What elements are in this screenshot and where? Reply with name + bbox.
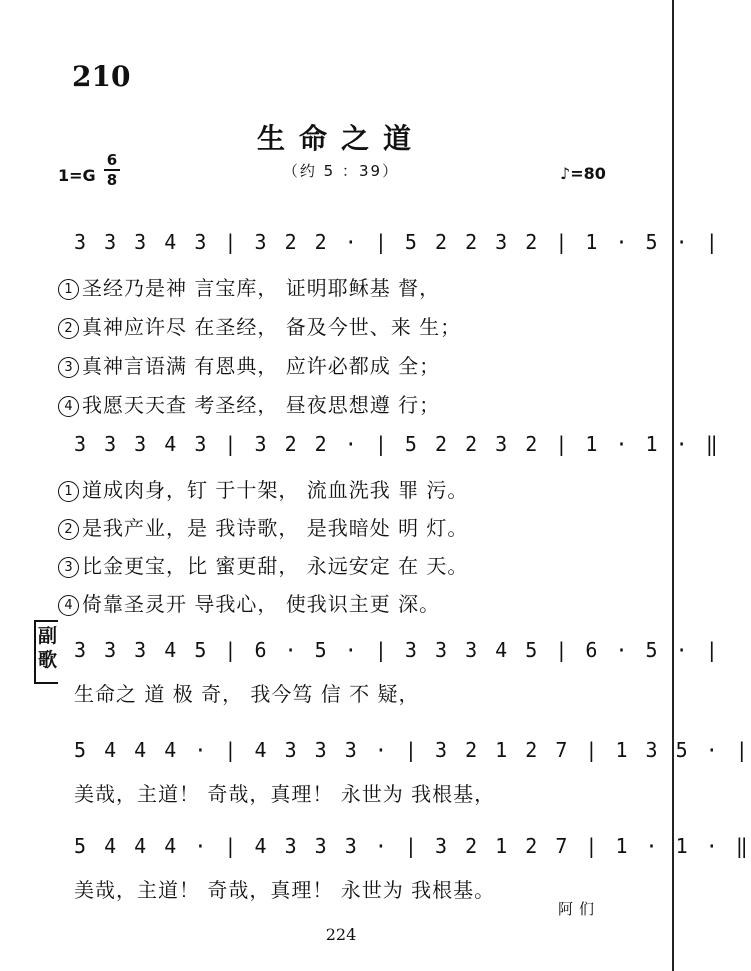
lyric-text: 真神应许尽 在圣经， 备及今世、来 生；: [82, 315, 462, 339]
notation-line-1: 3 3 3 4 3 | 3 2 2 · | 5 2 2 3 2 | 1 · 5 · |: [74, 230, 721, 254]
verse-number: 2: [58, 519, 79, 540]
verse-number: 3: [58, 357, 79, 378]
lyric-verse-3b: [58, 550, 468, 579]
lyric-text: 真神言语满 有恩典， 应许必都成 全；: [82, 354, 441, 378]
scripture-reference: （约 5 ：39）: [282, 162, 400, 180]
lyric-verse-2a: [58, 311, 461, 340]
lyric-text: 是我产业，是 我诗歌， 是我暗处 明 灯。: [82, 516, 469, 540]
lyric-text: 我愿天天查 考圣经， 昼夜思想遵 行；: [82, 393, 441, 417]
verse-number: 4: [58, 396, 79, 417]
lyric-text: 倚靠圣灵开 导我心， 使我识主更 深。: [82, 592, 441, 616]
chorus-lyric-2: 美哉，主道！ 奇哉，真理！ 永世为 我根基，: [74, 782, 496, 806]
chorus-label: 副歌: [38, 625, 58, 671]
verse-number: 3: [58, 557, 79, 578]
tempo-marking: ♪=80: [560, 164, 606, 183]
amen-text: 阿们: [558, 900, 601, 918]
verse-number: 1: [58, 481, 79, 502]
verse-number: 2: [58, 318, 79, 339]
chorus-lyric-1: 生命之 道 极 奇， 我今笃 信 不 疑，: [74, 682, 420, 706]
hymn-number: 210: [72, 60, 131, 93]
lyric-text: 道成肉身，钉 于十架， 流血洗我 罪 污。: [82, 478, 469, 502]
lyric-text: 比金更宝，比 蜜更甜， 永远安定 在 天。: [82, 554, 469, 578]
chorus-lyric-3: 美哉，主道！ 奇哉，真理！ 永世为 我根基。: [74, 878, 496, 902]
lyric-text: 圣经乃是神 言宝库， 证明耶稣基 督，: [82, 276, 441, 300]
chorus-notation-2: 5 4 4 4 · | 4 3 3 3 · | 3 2 1 2 7 | 1 3 5 · |: [74, 738, 751, 762]
time-signature-bottom: 8: [106, 171, 118, 189]
chorus-notation-3: 5 4 4 4 · | 4 3 3 3 · | 3 2 1 2 7 | 1 · 1 · ‖: [74, 834, 751, 858]
verse-number: 1: [58, 279, 79, 300]
page-number: 224: [325, 925, 357, 944]
chorus-notation-1: 3 3 3 4 5 | 6 · 5 · | 3 3 3 4 5 | 6 · 5 · |: [74, 638, 721, 662]
lyric-verse-1a: [58, 272, 440, 301]
lyric-verse-2b: [58, 512, 468, 541]
time-signature: [104, 152, 120, 188]
lyric-verse-4a: [58, 389, 440, 418]
key-signature: 1=G: [58, 166, 96, 185]
lyric-verse-1b: [58, 474, 468, 503]
lyric-verse-3a: [58, 350, 440, 379]
time-signature-top: 6: [106, 151, 118, 169]
notation-line-2: 3 3 3 4 3 | 3 2 2 · | 5 2 2 3 2 | 1 · 1 · ‖: [74, 432, 721, 456]
verse-number: 4: [58, 595, 79, 616]
lyric-verse-4b: [58, 588, 440, 617]
hymn-title: 生命之道: [256, 122, 425, 155]
